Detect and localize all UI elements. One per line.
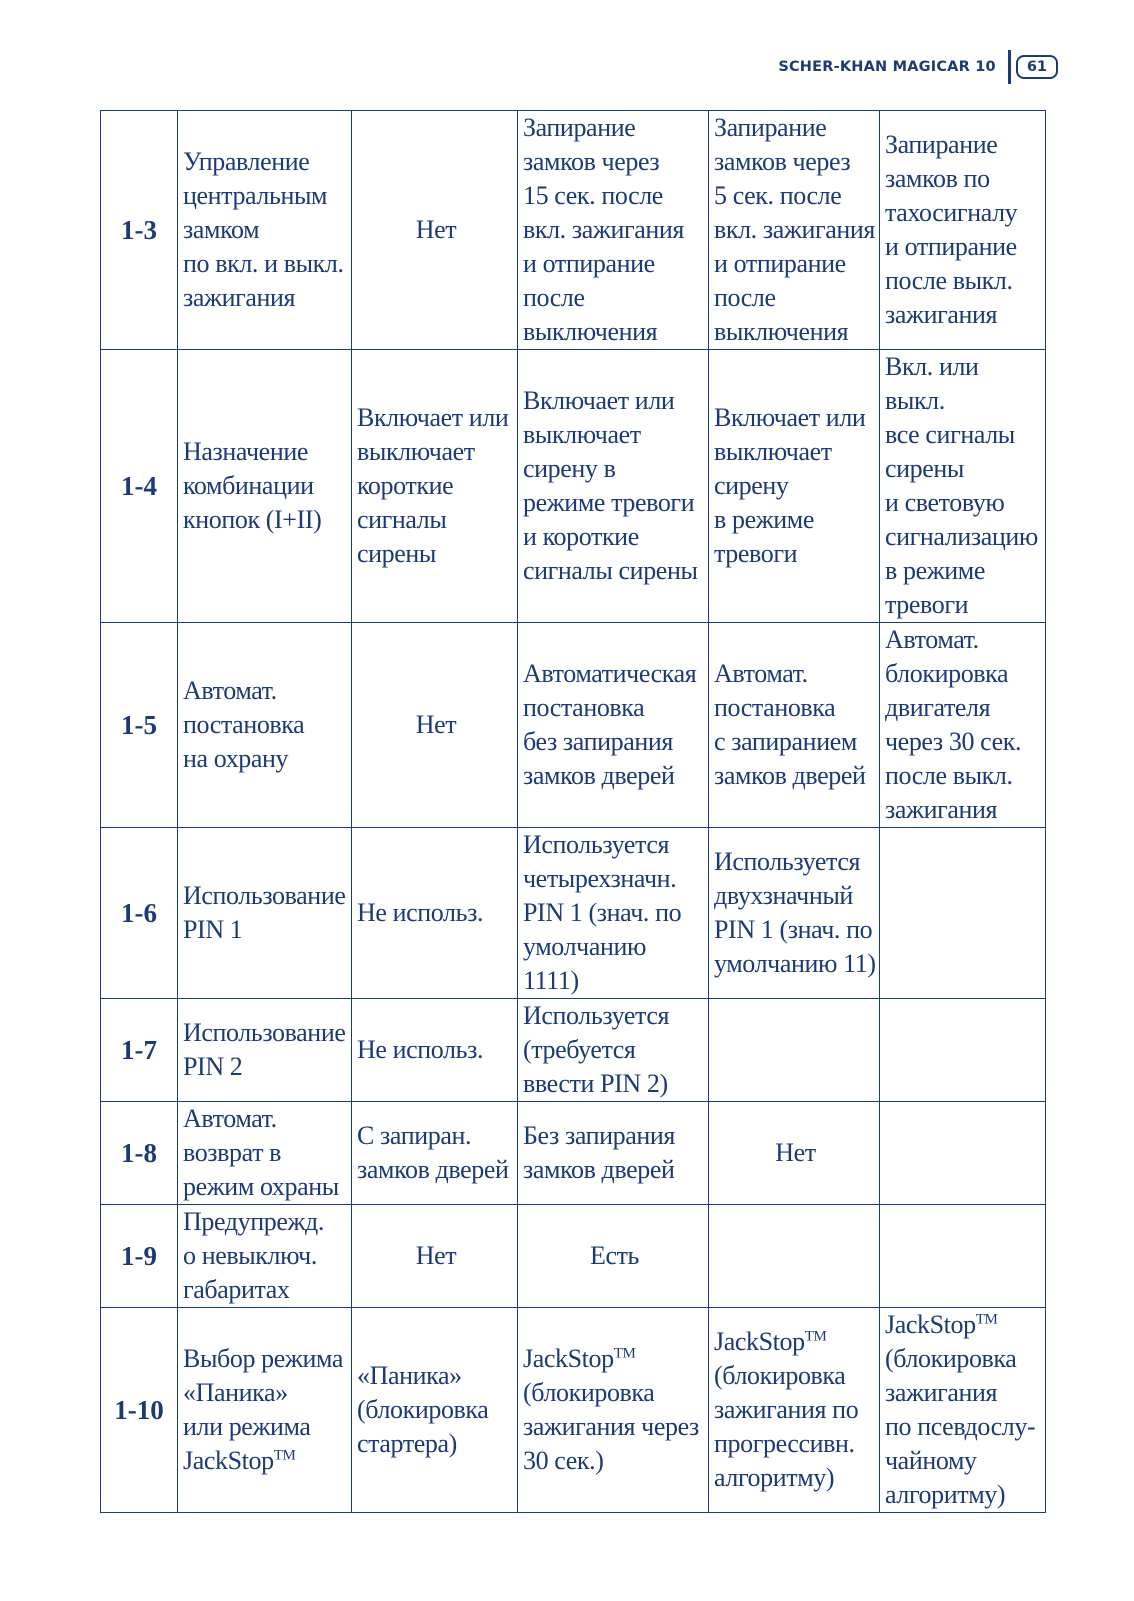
function-number: 1-3 [101,111,178,350]
table-row [101,1205,1046,1308]
function-number: 1-9 [101,1205,178,1308]
table-row [101,1308,1046,1513]
option-3-text: (блокировка зажигания по прогрессивн. алгоритму) [714,1361,859,1492]
function-name: Использование PIN 1 [178,828,352,999]
option-2: Есть [518,1205,709,1308]
function-name: Назначение комбинации кнопок (I+II) [178,350,352,623]
function-name: Автомат. возврат в режим охраны [178,1102,352,1205]
option-3: Запирание замков через 5 сек. после вкл. зажигания и отпирание после выключения [709,111,880,350]
page-header [778,50,1058,84]
option-1: Нет [352,111,518,350]
trademark-mark: TM [613,1345,636,1362]
option-3: Автомат. постановка с запиранием замков дверей [709,623,880,828]
option-1: Нет [352,1205,518,1308]
option-1: Не использ. [352,828,518,999]
option-3 [709,1205,880,1308]
option-2: Автоматическая постановка без запирания замков дверей [518,623,709,828]
function-number: 1-4 [101,350,178,623]
function-name [178,1308,352,1513]
option-2: Используется (требуется ввести PIN 2) [518,999,709,1102]
function-name-text: «Паника» [183,1378,288,1407]
option-4: Автомат. блокировка двигателя через 30 сек. после выкл. зажигания [880,623,1046,828]
option-1: Включает или выключает короткие сигналы сирены [352,350,518,623]
option-4: Вкл. или выкл. все сигналы сирены и световую сигнализацию в режиме тревоги [880,350,1046,623]
option-1: Нет [352,623,518,828]
function-name: Управление центральным замком по вкл. и выкл. зажигания [178,111,352,350]
option-4: Запирание замков по тахосигналу и отпирание после выкл. зажигания [880,111,1046,350]
function-number: 1-6 [101,828,178,999]
option-1: С запиран. замков дверей [352,1102,518,1205]
function-name: Автомат. постановка на охрану [178,623,352,828]
trademark-mark: TM [273,1447,296,1464]
option-4-text: (блокировка зажигания по псевдослу- чайному алгоритму) [885,1344,1036,1509]
jackstop-brand: JackStop [714,1327,805,1356]
function-number: 1-10 [101,1308,178,1513]
page-number: 61 [1016,55,1058,80]
function-number: 1-5 [101,623,178,828]
option-4 [880,1102,1046,1205]
option-3: Используется двухзначный PIN 1 (знач. по умолчанию 11) [709,828,880,999]
trademark-mark: TM [975,1311,998,1328]
function-number: 1-7 [101,999,178,1102]
option-1: «Паника» (блокировка стартера) [352,1308,518,1513]
table-row [101,111,1046,350]
table-row [101,623,1046,828]
table-row [101,1102,1046,1205]
settings-table [100,110,1046,1513]
option-2: Включает или выключает сирену в режиме тревоги и короткие сигналы сирены [518,350,709,623]
jackstop-brand: JackStop [523,1344,614,1373]
table-row [101,350,1046,623]
header-divider [1008,50,1011,84]
option-2: Без запирания замков дверей [518,1102,709,1205]
option-4 [880,999,1046,1102]
option-1: Не использ. [352,999,518,1102]
trademark-mark: TM [804,1328,827,1345]
option-2-text: (блокировка зажигания через 30 сек.) [523,1378,699,1475]
option-4 [880,828,1046,999]
option-4 [880,1205,1046,1308]
brand-title: SCHER-KHAN MAGICAR 10 [778,58,996,75]
jackstop-brand: JackStop [885,1310,976,1339]
jackstop-brand: JackStop [183,1446,274,1475]
option-2 [518,1308,709,1513]
option-3: Включает или выключает сирену в режиме тревоги [709,350,880,623]
function-number: 1-8 [101,1102,178,1205]
option-2: Запирание замков через 15 сек. после вкл. зажигания и отпирание после выключения [518,111,709,350]
function-name-text: или режима [183,1412,311,1441]
option-3 [709,999,880,1102]
function-name: Предупрежд. о невыключ. габаритах [178,1205,352,1308]
function-name: Использование PIN 2 [178,999,352,1102]
option-3 [709,1308,880,1513]
option-2: Используется четырехзначн. PIN 1 (знач. по умолчанию 1111) [518,828,709,999]
function-name-text: Выбор режима [183,1344,343,1373]
table-row [101,828,1046,999]
table-row [101,999,1046,1102]
option-4 [880,1308,1046,1513]
option-3: Нет [709,1102,880,1205]
